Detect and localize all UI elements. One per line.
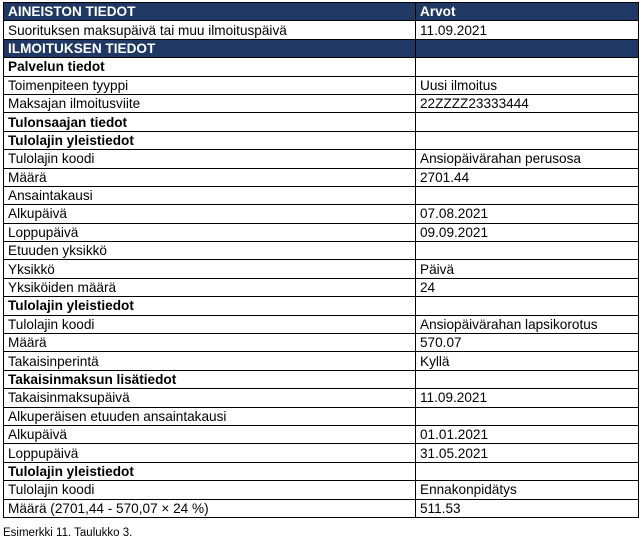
row-label: Tulolajin yleistiedot [4,297,416,315]
header-value-cell: Arvot [416,3,639,21]
table-row [4,242,639,260]
row-label: Yksiköiden määrä [4,278,416,296]
table-header-row [4,3,639,21]
row-value: Kyllä [416,352,639,370]
table-row [4,168,639,186]
table-row [4,186,639,204]
row-value: 11.09.2021 [416,21,639,39]
table-row [4,444,639,462]
data-table [3,2,639,518]
table-caption: Esimerkki 11. Taulukko 3. [3,527,133,539]
table-row [4,499,639,517]
section-header-label: ILMOITUKSEN TIEDOT [4,39,416,57]
row-value [416,407,639,425]
row-label: Loppupäivä [4,223,416,241]
section-header-value [416,39,639,57]
row-label: Määrä (2701,44 - 570,07 × 24 %) [4,499,416,517]
row-value: 07.08.2021 [416,205,639,223]
row-label: Määrä [4,168,416,186]
row-label: Yksikkö [4,260,416,278]
row-value: 570.07 [416,334,639,352]
row-value: 09.09.2021 [416,223,639,241]
row-value [416,462,639,480]
row-value: 511.53 [416,499,639,517]
row-label: Tulolajin yleistiedot [4,131,416,149]
table-row [4,150,639,168]
table-row [4,370,639,388]
row-label: Tulolajin koodi [4,150,416,168]
row-label: Toimenpiteen tyyppi [4,76,416,94]
row-value: Päivä [416,260,639,278]
table-row [4,260,639,278]
table-row [4,94,639,112]
row-label: Alkupäivä [4,205,416,223]
table-row [4,352,639,370]
section-header-row [4,39,639,57]
table-row [4,315,639,333]
table-row [4,58,639,76]
row-label: Alkupäivä [4,425,416,443]
row-value: 22ZZZZ23333444 [416,94,639,112]
row-label: Palvelun tiedot [4,58,416,76]
row-value [416,297,639,315]
row-label: Takaisinperintä [4,352,416,370]
row-value: 11.09.2021 [416,389,639,407]
row-value: Ennakonpidätys [416,481,639,499]
row-value: Ansiopäivärahan perusosa [416,150,639,168]
table-row [4,113,639,131]
row-label: Maksajan ilmoitusviite [4,94,416,112]
row-label: Loppupäivä [4,444,416,462]
row-value [416,370,639,388]
row-label: Määrä [4,334,416,352]
row-label: Takaisinmaksupäivä [4,389,416,407]
table-row [4,76,639,94]
row-label: Tulolajin koodi [4,481,416,499]
row-value [416,131,639,149]
row-value: 2701.44 [416,168,639,186]
table-row [4,297,639,315]
row-label: Tulolajin yleistiedot [4,462,416,480]
header-label-cell: AINEISTON TIEDOT [4,3,416,21]
row-value: Uusi ilmoitus [416,76,639,94]
table-row [4,481,639,499]
row-label: Etuuden yksikkö [4,242,416,260]
row-value [416,113,639,131]
row-label: Suorituksen maksupäivä tai muu ilmoituspäivä [4,21,416,39]
row-label: Takaisinmaksun lisätiedot [4,370,416,388]
table-row [4,205,639,223]
row-value [416,58,639,76]
table-row [4,334,639,352]
row-value: 01.01.2021 [416,425,639,443]
table-row [4,425,639,443]
row-value: Ansiopäivärahan lapsikorotus [416,315,639,333]
table-row [4,131,639,149]
table-row [4,278,639,296]
row-value: 24 [416,278,639,296]
row-value: 31.05.2021 [416,444,639,462]
row-value [416,242,639,260]
row-label: Ansaintakausi [4,186,416,204]
table-row [4,223,639,241]
row-value [416,186,639,204]
table-row [4,21,639,39]
row-label: Tulonsaajan tiedot [4,113,416,131]
table-row [4,407,639,425]
table-row [4,462,639,480]
row-label: Tulolajin koodi [4,315,416,333]
table-row [4,389,639,407]
row-label: Alkuperäisen etuuden ansaintakausi [4,407,416,425]
